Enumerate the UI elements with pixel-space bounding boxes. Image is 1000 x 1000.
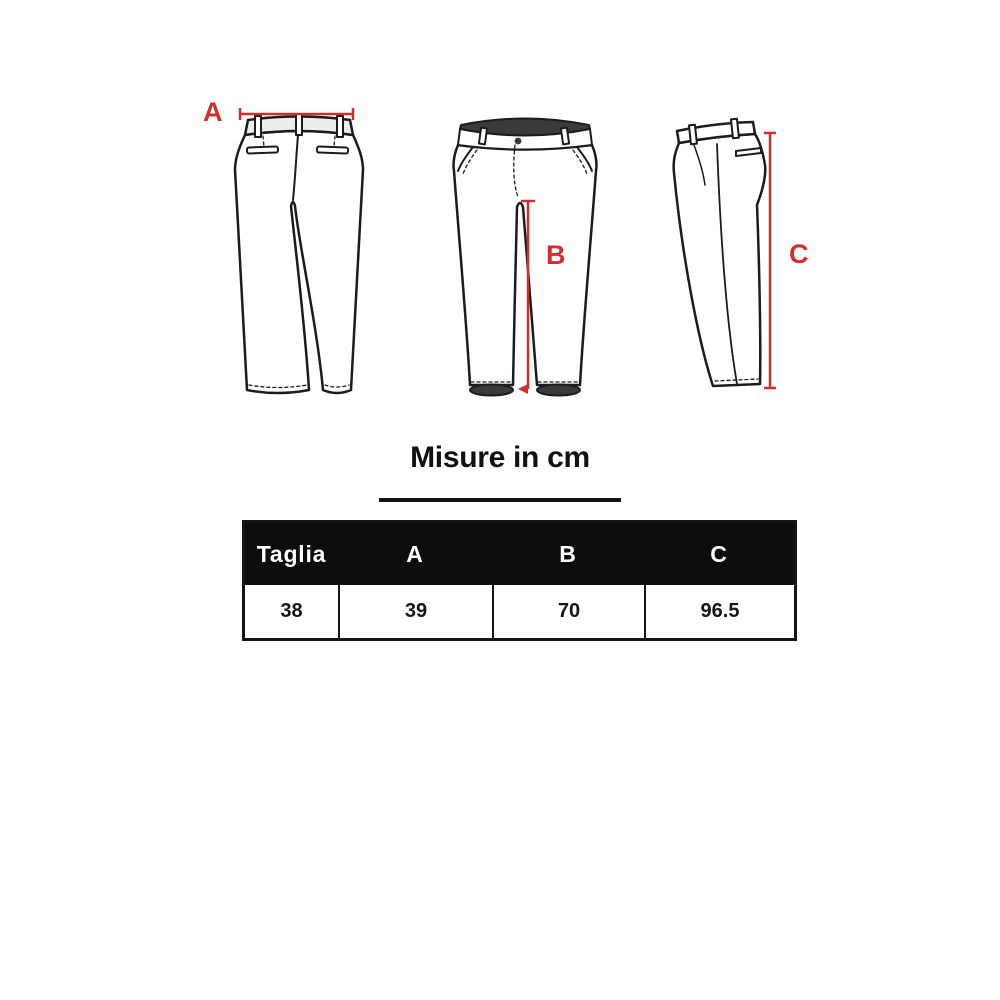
size-table-header-row	[245, 523, 794, 585]
measure-label-b: B	[546, 240, 566, 270]
size-table	[242, 520, 797, 641]
size-table-cell-b: 70	[492, 585, 644, 638]
pants-side-body	[674, 119, 766, 386]
pants-front-view-illustration	[440, 95, 610, 415]
size-table-header-cell-c: C	[710, 540, 728, 567]
size-table-header-cell-a: A	[406, 540, 424, 567]
title-underline	[379, 498, 621, 502]
size-table-row	[245, 585, 794, 638]
size-table-cell-c: 96.5	[644, 585, 794, 638]
measure-label-a: A	[203, 97, 223, 127]
page-title: Misure in cm	[410, 441, 590, 474]
pants-back-view-illustration	[200, 90, 380, 410]
measure-label-c: C	[789, 239, 809, 269]
pants-back-body	[235, 114, 363, 393]
pants-front-body	[453, 119, 596, 396]
size-table-cell-a: 39	[338, 585, 492, 638]
size-table-header-cell-b: B	[559, 540, 577, 567]
size-table-header-cell-taglia: Taglia	[256, 540, 327, 567]
waistband-button	[515, 138, 522, 145]
size-table-cell-taglia: 38	[280, 600, 303, 622]
